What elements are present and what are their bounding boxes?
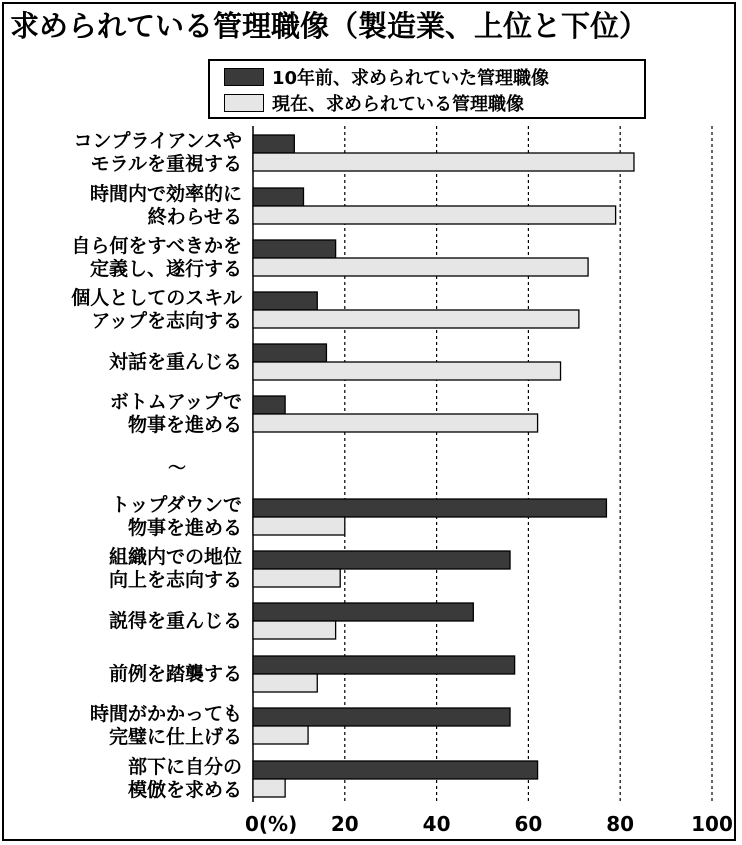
bar-past-5 bbox=[253, 396, 285, 414]
category-label-7-line-1: 向上を志向する bbox=[108, 569, 242, 591]
bar-current-8 bbox=[253, 621, 336, 639]
category-label-7-line-0: 組織内での地位 bbox=[108, 546, 242, 568]
bar-past-0 bbox=[253, 135, 294, 153]
category-label-10 bbox=[2, 703, 242, 749]
category-label-7 bbox=[2, 546, 242, 592]
bar-current-2 bbox=[253, 258, 588, 276]
category-label-1 bbox=[2, 183, 242, 229]
category-label-1-line-1: 終わらせる bbox=[147, 206, 242, 228]
chart-title: 求められている管理職像（製造業、上位と下位） bbox=[10, 9, 649, 43]
category-label-10-line-1: 完璧に仕上げる bbox=[108, 726, 242, 748]
category-label-2-line-0: 自ら何をすべきかを bbox=[71, 235, 242, 257]
bar-current-5 bbox=[253, 414, 538, 432]
bar-past-7 bbox=[253, 551, 510, 569]
category-label-11-line-0: 部下に自分の bbox=[127, 756, 242, 778]
legend-label-current: 現在、求められている管理職像 bbox=[272, 94, 524, 115]
category-label-10-line-0: 時間がかかっても bbox=[89, 703, 242, 725]
category-label-5 bbox=[2, 391, 242, 437]
bar-past-11 bbox=[253, 761, 538, 779]
category-label-0-line-0: コンプライアンスや bbox=[73, 130, 242, 152]
bar-past-6 bbox=[253, 499, 606, 517]
category-label-4 bbox=[2, 351, 242, 374]
bar-current-0 bbox=[253, 153, 634, 171]
category-label-11-line-1: 模倣を求める bbox=[127, 779, 242, 801]
bar-past-8 bbox=[253, 603, 473, 621]
bar-current-3 bbox=[253, 310, 579, 328]
bar-past-3 bbox=[253, 292, 317, 310]
x-tick-label-20: 20 bbox=[330, 812, 359, 836]
category-label-3-line-1: アップを志向する bbox=[91, 310, 242, 332]
category-label-3-line-0: 個人としてのスキル bbox=[71, 287, 242, 309]
x-tick-label-0: 0(%) bbox=[245, 812, 298, 836]
x-tick-label-60: 60 bbox=[514, 812, 543, 836]
bar-past-10 bbox=[253, 708, 510, 726]
category-label-5-line-1: 物事を進める bbox=[127, 414, 242, 436]
bar-past-4 bbox=[253, 344, 326, 362]
bar-current-7 bbox=[253, 569, 340, 587]
x-tick-label-40: 40 bbox=[422, 812, 451, 836]
bar-current-11 bbox=[253, 779, 285, 797]
bar-past-2 bbox=[253, 240, 336, 258]
legend-label-past: 10年前、求められていた管理職像 bbox=[272, 68, 550, 89]
category-label-0-line-1: モラルを重視する bbox=[90, 153, 242, 175]
bar-past-1 bbox=[253, 188, 303, 206]
category-label-8 bbox=[2, 610, 242, 633]
bar-current-9 bbox=[253, 674, 317, 692]
bar-current-10 bbox=[253, 726, 308, 744]
axis-break-mark: 〜 bbox=[168, 458, 186, 479]
category-label-6-line-0: トップダウンで bbox=[110, 494, 242, 516]
category-label-2-line-1: 定義し、遂行する bbox=[89, 258, 242, 280]
category-label-11 bbox=[2, 756, 242, 802]
category-label-2 bbox=[2, 235, 242, 281]
x-tick-label-80: 80 bbox=[606, 812, 635, 836]
bar-past-9 bbox=[253, 656, 515, 674]
category-label-6-line-1: 物事を進める bbox=[127, 517, 242, 539]
bar-current-6 bbox=[253, 517, 345, 535]
bar-current-1 bbox=[253, 206, 616, 224]
category-label-0 bbox=[2, 130, 242, 176]
category-label-6 bbox=[2, 494, 242, 540]
bar-current-4 bbox=[253, 362, 561, 380]
category-label-1-line-0: 時間内で効率的に bbox=[89, 183, 242, 205]
category-label-5-line-0: ボトムアップで bbox=[109, 391, 242, 413]
category-label-9-line-0: 前例を踏襲する bbox=[108, 662, 242, 685]
category-label-3 bbox=[2, 287, 242, 333]
x-tick-label-100: 100 bbox=[691, 812, 733, 836]
category-label-4-line-0: 対話を重んじる bbox=[108, 350, 242, 373]
category-label-8-line-0: 説得を重んじる bbox=[108, 609, 242, 632]
category-label-9 bbox=[2, 663, 242, 686]
